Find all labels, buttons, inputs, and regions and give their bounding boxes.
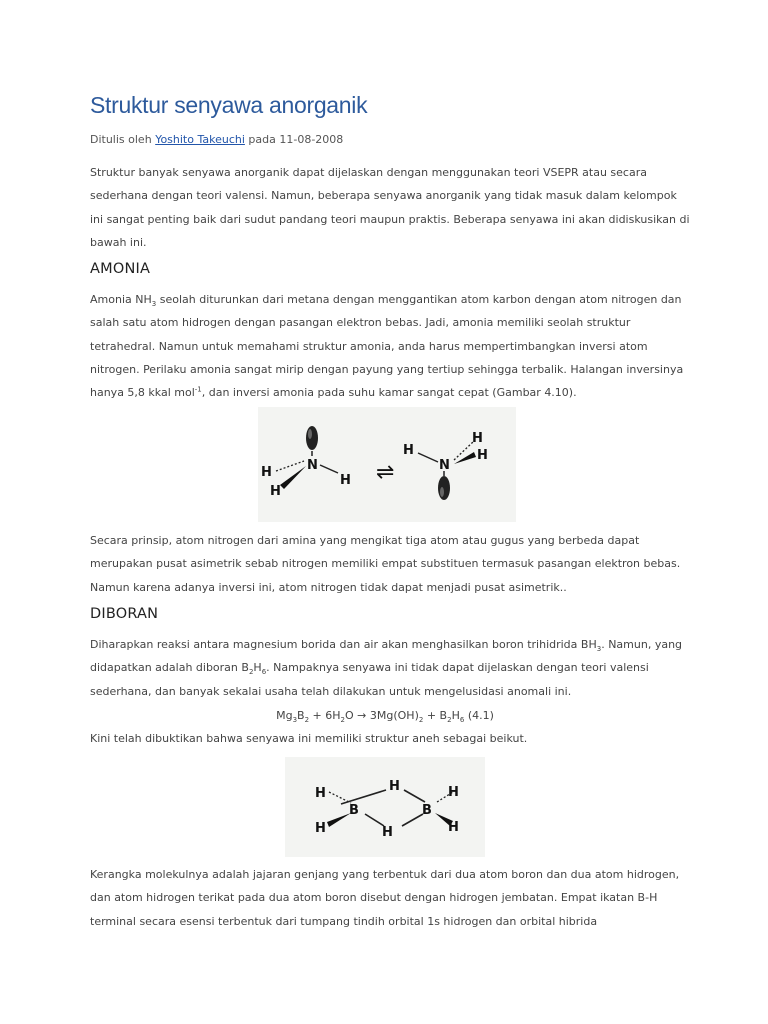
diboran-paragraph-2: Kini telah dibuktikan bahwa senyawa ini memiliki struktur aneh sebagai beikut. xyxy=(90,732,528,745)
atom-hydrogen: H xyxy=(403,443,414,458)
diboran-paragraph-3: Kerangka molekulnya adalah jajaran genjang yang terbentuk dari dua atom boron dan dua atom hidrogen, dan atom hidrogen terikat pada dua atom boron disebut dengan hidrogen jembatan. Empat ikatan B-H terminal secara esensi terbentuk dari tumpang tindih orbital 1s hidrogen dan orbital hibrida xyxy=(90,868,680,928)
ammonia-inversion-figure xyxy=(258,407,516,522)
section-heading-diboran: DIBORAN xyxy=(90,606,159,622)
atom-hydrogen-bridge: H xyxy=(389,779,400,794)
diboran-paragraph-1: Diharapkan reaksi antara magnesium borida dan air akan menghasilkan boron trihidrida $BH_3$. Namun, yang didapatkan adalah diboran $B_2H_6$. Nampaknya senyawa ini tidak dapat dijelaskan dengan teori valensi sederhana, dan banyak sekalai usaha telah dilakukan untuk mengelusidasi anomali ini. xyxy=(90,638,683,698)
page-title: Struktur senyawa anorganik xyxy=(90,92,368,118)
atom-nitrogen: N xyxy=(439,458,450,473)
atom-hydrogen: H xyxy=(472,431,483,446)
atom-hydrogen: H xyxy=(315,821,326,836)
diborane-structure-figure xyxy=(285,757,485,857)
atom-boron: B xyxy=(349,803,359,818)
byline-prefix: Ditulis oleh xyxy=(90,133,152,146)
intro-paragraph: Struktur banyak senyawa anorganik dapat dijelaskan dengan menggunakan teori VSEPR atau secara sederhana dengan teori valensi. Namun, beberapa senyawa anorganik yang tidak masuk dalam kelompok ini sangat penting baik dari sudut pandang teori maupun praktis. Beberapa senyawa ini akan didiskusikan di bawah ini. xyxy=(90,166,690,249)
atom-hydrogen: H xyxy=(261,465,272,480)
lone-pair-orbital xyxy=(306,426,318,450)
section-heading-amonia: AMONIA xyxy=(90,261,151,277)
atom-hydrogen: H xyxy=(315,786,326,801)
atom-hydrogen: H xyxy=(477,448,488,463)
atom-hydrogen-bridge: H xyxy=(382,825,393,840)
atom-hydrogen: H xyxy=(340,473,351,488)
atom-nitrogen: N xyxy=(307,458,318,473)
atom-hydrogen: H xyxy=(448,820,459,835)
byline-date-prefix: pada xyxy=(248,133,276,146)
lone-pair-orbital xyxy=(438,476,450,500)
amonia-paragraph-2: Secara prinsip, atom nitrogen dari amina yang mengikat tiga atom atau gugus yang berbeda dapat merupakan pusat asimetrik sebab nitrogen memiliki empat substituen termasuk pasangan elektron bebas. Namun karena adanya inversi ini, atom nitrogen tidak dapat menjadi pusat asimetrik.. xyxy=(90,534,681,594)
atom-hydrogen: H xyxy=(270,484,281,499)
equilibrium-arrows: ⇌ xyxy=(376,460,395,485)
atom-boron: B xyxy=(422,803,432,818)
author-link[interactable]: Yoshito Takeuchi xyxy=(155,133,245,146)
figure-background xyxy=(285,757,485,857)
publish-date: 11-08-2008 xyxy=(279,133,344,146)
amonia-paragraph-1: Amonia $NH_3$ seolah diturunkan dari metana dengan menggantikan atom karbon dengan atom nitrogen dan salah satu atom hidrogen dengan pasangan elektron bebas. Jadi, amonia memiliki seolah struktur tetrahedral. Namun untuk memahami struktur amonia, anda harus mempertimbangkan inversi atom nitrogen. Perilaku amonia sangat mirip dengan payung yang tertiup sehingga terbalik. Halangan inversinya hanya 5,8 kkal mol$^{-1}$, dan inversi amonia pada suhu kamar sangat cepat (Gambar 4.10). xyxy=(90,293,684,400)
byline xyxy=(90,133,343,146)
equation-4-1: $Mg_3B_2 + 6H_2O \to 3Mg(OH)_2 + B_2H_6$ (4.1) xyxy=(276,709,494,725)
atom-hydrogen: H xyxy=(448,785,459,800)
